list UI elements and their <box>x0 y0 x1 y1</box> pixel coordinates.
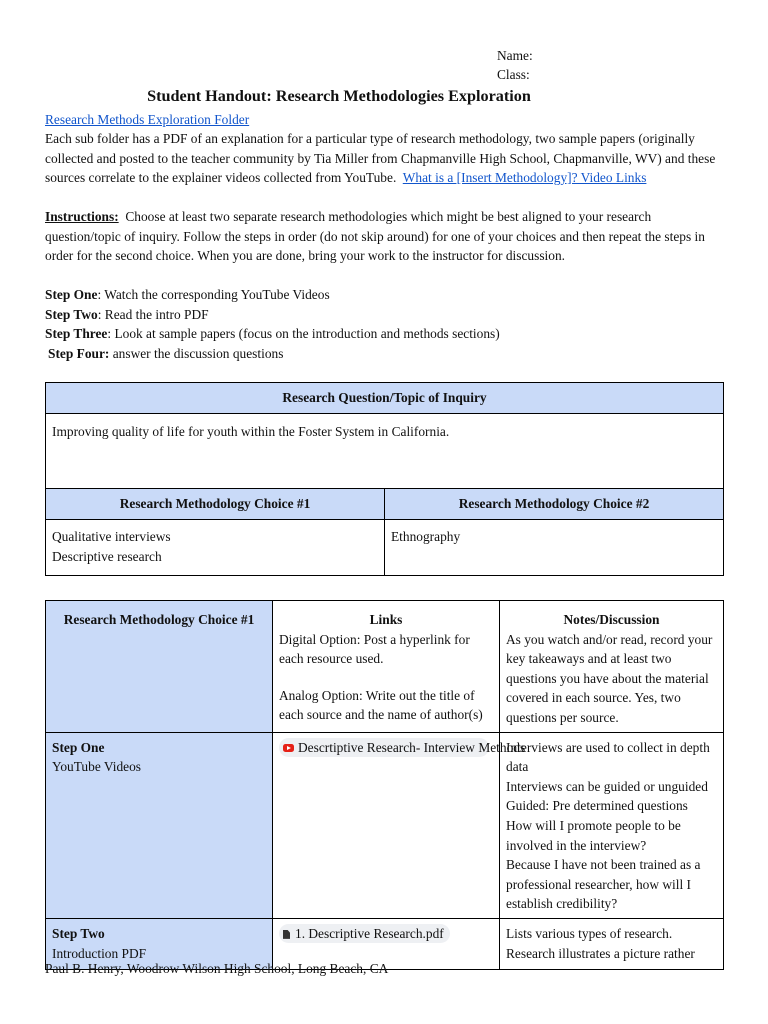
video-links-link[interactable]: What is a [Insert Methodology]? Video Links <box>402 170 647 186</box>
topic-value[interactable]: Improving quality of life for youth within the Foster System in California. <box>46 414 724 489</box>
intro-text: Each sub folder has a PDF of an explanation for a particular type of research methodology, two sample papers (originally collected and posted to the teacher community by Tia Miller from Chapmanville High School, Chapmanville, WV) and these sources correlate to the explainer videos collected from YouTube. <box>45 131 716 186</box>
pdf-link-text: 1. Descriptive Research.pdf <box>295 925 444 941</box>
digital-option: Digital Option: Post a hyperlink for each resource used. <box>279 631 470 667</box>
choice1-line: Descriptive research <box>52 548 162 564</box>
note-line: Interviews can be guided or unguided <box>506 778 708 794</box>
note-line: How will I promote people to be involved in the interview? <box>506 817 681 853</box>
col1-header: Research Methodology Choice #1 <box>46 601 273 733</box>
step-one-label: Step One <box>45 287 98 302</box>
choice2-value[interactable]: Ethnography <box>385 520 724 576</box>
step-one-links <box>273 732 526 918</box>
step-two-label: Step Two <box>45 306 98 322</box>
analog-option: Analog Option: Write out the title of each source and the name of author(s) <box>279 687 483 723</box>
step-one-text: : Watch the corresponding YouTube Videos <box>97 287 330 302</box>
instructions-text: Choose at least two separate research methodologies which might be best aligned to your research question/topic of inquiry. Follow the steps in order (do not skip around) for one of your choices and then repeat the steps in order for the second choice. When you are done, bring your work to the instructor for discussion. <box>45 209 705 264</box>
step-four-label: Step Four: <box>48 345 110 361</box>
youtube-link-chip[interactable] <box>279 738 526 757</box>
youtube-icon <box>283 744 294 752</box>
topic-table <box>45 382 724 576</box>
step-three-label: Step Three <box>45 326 108 342</box>
note-line: Research illustrates a picture rather <box>506 945 695 961</box>
notes-header: Notes/Discussion <box>563 612 660 627</box>
step-two <box>45 305 725 325</box>
instructions-label: Instructions: <box>45 209 119 224</box>
file-icon <box>283 930 290 939</box>
col2-header-cell <box>273 601 500 733</box>
step-one-cell <box>46 732 273 918</box>
methodology-table <box>45 600 724 970</box>
step-two-title: Step Two <box>52 925 105 941</box>
step-one-sub: YouTube Videos <box>52 759 141 775</box>
step-two-sub: Introduction PDF <box>52 945 147 961</box>
choice1-header: Research Methodology Choice #1 <box>46 489 385 520</box>
steps-list <box>45 285 725 363</box>
choice2-header: Research Methodology Choice #2 <box>385 489 724 520</box>
step-four-text: answer the discussion questions <box>109 345 284 361</box>
step-one <box>45 285 725 305</box>
folder-link[interactable]: Research Methods Exploration Folder <box>45 112 250 127</box>
step-one-notes[interactable] <box>500 732 724 918</box>
instructions-paragraph <box>45 207 725 266</box>
note-line: Because I have not been trained as a professional researcher, how will I establish credibility? <box>506 857 701 912</box>
note-line: Guided: Pre determined questions <box>506 798 688 814</box>
pdf-link-chip[interactable] <box>279 924 450 943</box>
notes-instructions: As you watch and/or read, record your key takeaways and at least two questions you have about the material covered in each source. Yes, two questions per source. <box>506 631 713 725</box>
intro-paragraph <box>45 129 725 188</box>
col3-header-cell <box>500 601 724 733</box>
name-class-block <box>497 46 533 84</box>
choice1-value[interactable] <box>46 520 385 576</box>
step-three <box>45 324 725 344</box>
name-label: Name: <box>497 48 533 63</box>
step-two-notes[interactable] <box>500 918 724 969</box>
page-title: Student Handout: Research Methodologies Exploration <box>147 87 531 105</box>
footer: Paul B. Henry, Woodrow Wilson High School, Long Beach, CA <box>45 961 389 976</box>
note-line: Lists various types of research. <box>506 925 673 941</box>
step-four <box>45 344 725 364</box>
step-three-text: : Look at sample papers (focus on the introduction and methods sections) <box>107 326 500 342</box>
youtube-link-text: Descrtiptive Research- Interview Methods <box>298 739 526 755</box>
step-one-title: Step One <box>52 739 105 755</box>
topic-header: Research Question/Topic of Inquiry <box>46 383 724 414</box>
links-header: Links <box>369 612 403 627</box>
class-label: Class: <box>497 67 530 82</box>
note-line: Interviews are used to collect in depth data <box>506 739 710 775</box>
step-two-text: : Read the intro PDF <box>97 306 209 322</box>
choice1-line: Qualitative interviews <box>52 529 171 544</box>
